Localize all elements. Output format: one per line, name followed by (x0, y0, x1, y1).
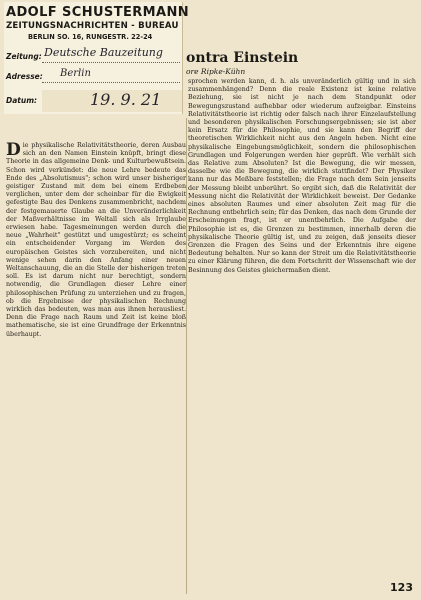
address-label: Adresse: (6, 72, 43, 81)
article-column-right (188, 78, 416, 588)
bureau-name: ADOLF SCHUSTERMANN (6, 5, 190, 20)
handwritten-address: Berlin (60, 68, 91, 79)
right-column-text: sprochen werden kann, d. h. als unveränderlich gültig und in sich zusammenhängend? Denn die reale Existenz ist keine relative Beziehung, sie ist nicht je nach dem Standpunkt oder Bewegungszustand aufhebbar oder wiederum aufzeigbar. Einsteins Relativitätstheorie ist richtig oder falsch nach ihrer Einzelaufstellung und besonderen physikalischen Forschungsergebnissen; sie ist aber kein Ersatz für die Philosophie, und sie kann den Begriff der theoretischen Wirklichkeit nicht aus den Angeln heben. Nicht eine physikalische Eingebungsmöglichkeit, sondern die philosophischen Grundlagen und Folgerungen werden hier geprüft. Wie verhält sich das Relative zum Absoluten? Ist die Bewegung, die wir messen, dasselbe wie die Bewegung, die wirklich stattfindet? Der Physiker kann nur das Meßbare feststellen; die Frage nach dem Sein jenseits der Messung bleibt unberührt. So ergibt sich, daß die Relativität der Messung nicht die Relativität der Wirklichkeit beweist. Der Gedanke eines absoluten Raumes und einer absoluten Zeit mag für die Rechnung entbehrlich sein; für das Denken, das nach dem Grunde der Erscheinungen fragt, ist er unentbehrlich. Die Aufgabe der Philosophie ist es, die Grenzen zu bestimmen, innerhalb deren die physikalische Theorie gültig ist, und zu zeigen, daß jenseits dieser Grenzen die Fragen des Seins und der Erkenntnis ihre eigene Bedeutung behalten. Nur so kann der Streit um die Relativitätstheorie zu einer Klärung führen, die dem Fortschritt der Wissenschaft wie der Besinnung des Geistes gleichermaßen dient. (188, 78, 416, 274)
bureau-subtitle: ZEITUNGSNACHRICHTEN - BUREAU (6, 21, 179, 31)
left-column-text: ie physikalische Relativitätstheorie, deren Ausbau sich an den Namen Einstein knüpft, bringt diese Theorie in das allgemeine Denk- und Kulturbewußtsein. Schon wird verkündet: die neue Lehre bedeute das Ende des „Absolutismus"; schon wird unser bisheriger geistiger Zustand mit dem bei einem Erdbeben verglichen, unter dem der scheinbar für die Ewigkeit gefestigte Bau des Denkens zusammenbricht, nachdem der festgemauerte Glaube an die Unveränderlichkeit der Maßverhältnisse im Weltall sich als Irrglaube erwiesen habe. Tagesmeinungen werden durch die neue „Wahrheit" gestützt und umgestürzt; es scheint ein entscheidender Vorgang im Werden des europäischen Geistes sich vorzubereiten, und nicht wenige sehen darin den Anfang einer neuen Weltanschauung, die an die Stelle der bisherigen treten soll. Es ist darum nicht nur berechtigt, sondern notwendig, die Grundlagen dieser Lehre einer philosophischen Prüfung zu unterziehen und zu fragen, ob die Ergebnisse der physikalischen Rechnung wirklich das bedeuten, was man aus ihnen herausliest. Denn die Frage nach Raum und Zeit ist keine bloß mathematische, sie ist eine Grundfrage der Erkenntnis überhaupt. (6, 142, 186, 338)
address-line (42, 82, 180, 83)
page-number: 123 (390, 581, 413, 594)
date-label: Datum: (6, 96, 38, 105)
article-column-left (6, 142, 186, 594)
clipping-bureau-stamp (4, 2, 190, 114)
bureau-address: BERLIN SO. 16, RUNGESTR. 22-24 (28, 33, 153, 41)
newspaper-line (42, 62, 180, 63)
handwritten-date: 19. 9. 21 (90, 90, 162, 109)
newspaper-label: Zeitung: (6, 52, 42, 61)
handwritten-newspaper: Deutsche Bauzeitung (44, 46, 163, 59)
column-divider (186, 118, 187, 594)
drop-cap: D (6, 142, 21, 160)
article-headline: ontra Einstein (186, 50, 299, 66)
article-byline: ore Ripke-Kühn (186, 67, 246, 76)
